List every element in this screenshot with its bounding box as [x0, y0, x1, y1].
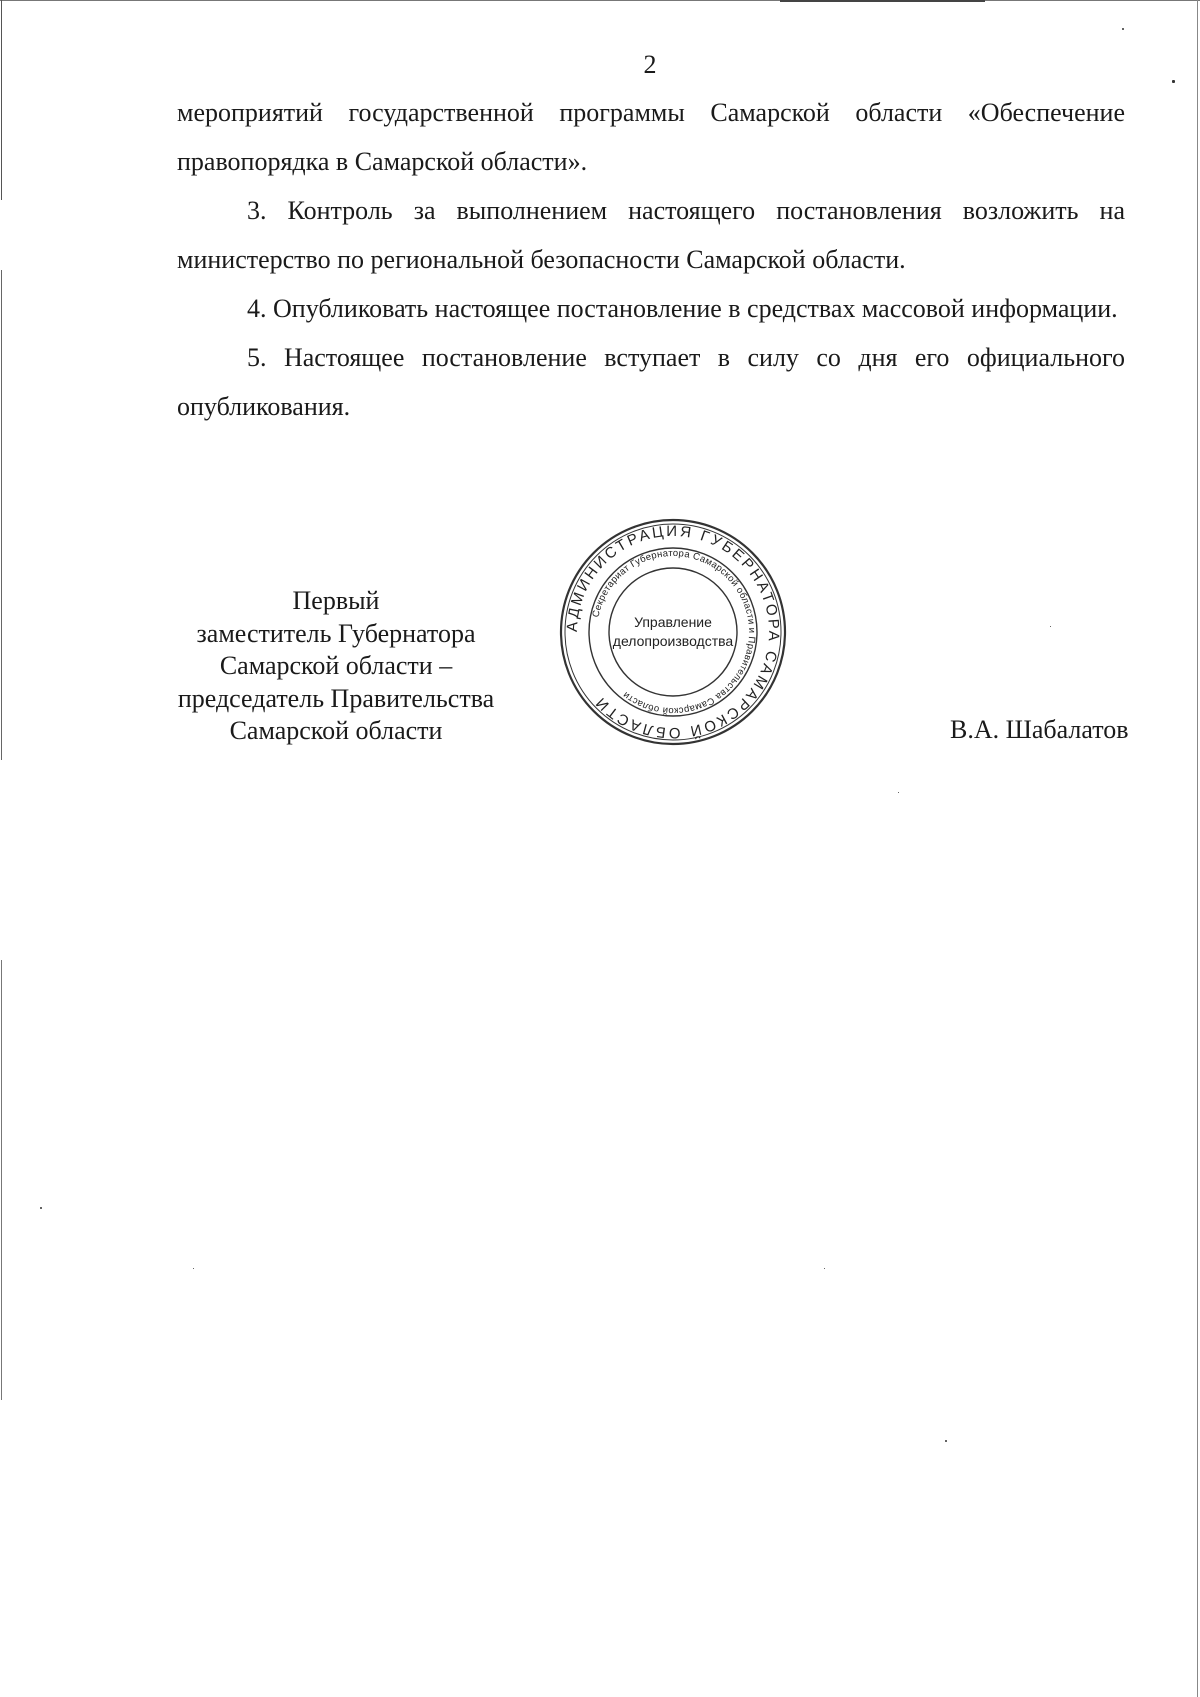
- signer-title-line: Первый: [292, 586, 380, 615]
- scan-edge-right: [1197, 0, 1198, 1697]
- official-seal: [557, 516, 789, 748]
- signer-title: [150, 585, 522, 748]
- document-body: [177, 88, 1125, 431]
- paragraph-continuation: мероприятий государственной программы Самарской области «Обеспечение правопорядка в Самарской области».: [177, 98, 1125, 176]
- scan-edge-top: [0, 0, 1200, 1]
- page-number: 2: [643, 50, 657, 79]
- scan-speck: [898, 792, 899, 793]
- scan-speck: [824, 1268, 825, 1269]
- seal-center-line2: делопроизводства: [612, 633, 734, 649]
- scan-speck: [945, 1440, 947, 1442]
- paragraph-3: 3. Контроль за выполнением настоящего постановления возложить на министерство по региональной безопасности Самарской области.: [177, 196, 1125, 274]
- scan-speck: [1122, 28, 1124, 30]
- signer-title-line: Самарской области: [229, 716, 443, 745]
- seal-inner-text-path: Секретариат Губернатора Самарской области и Правительства Самарской области: [590, 547, 758, 717]
- seal-inner-circle: [609, 568, 737, 696]
- signer-title-line: заместитель Губернатора: [196, 618, 476, 648]
- seal-center-line1: Управление: [634, 614, 712, 630]
- signer-title-line: председатель Правительства: [177, 683, 495, 713]
- seal-outer-text-path: АДМИНИСТРАЦИЯ ГУБЕРНАТОРА САМАРСКОЙ ОБЛАСТИ: [563, 522, 783, 742]
- scan-speck: [1172, 80, 1175, 83]
- scan-edge-left: [1, 0, 2, 1697]
- paragraph-5: 5. Настоящее постановление вступает в силу со дня его официального опубликования.: [177, 343, 1125, 421]
- signer-name: В.А. Шабалатов: [950, 715, 1129, 744]
- scan-edge-top-mark: [780, 0, 985, 2]
- scan-speck: [1050, 626, 1051, 627]
- scan-speck: [40, 1207, 42, 1209]
- paragraph-4: 4. Опубликовать настоящее постановление в средствах массовой информации.: [247, 294, 1118, 323]
- signer-title-line: Самарской области –: [219, 651, 453, 680]
- scan-speck: [193, 1268, 194, 1269]
